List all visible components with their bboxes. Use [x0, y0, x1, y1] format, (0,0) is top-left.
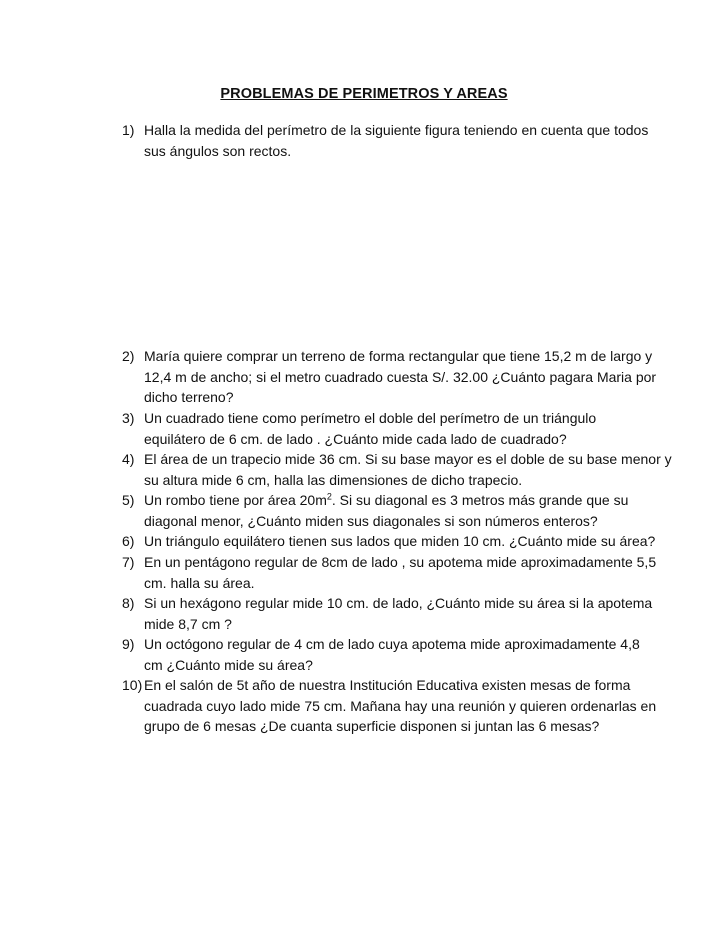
problem-line — [144, 491, 628, 511]
page-title: PROBLEMAS DE PERIMETROS Y AREAS — [220, 86, 508, 102]
problem-line: En un pentágono regular de 8cm de lado , su apotema mide aproximadamente 5,5 — [144, 554, 657, 570]
problem-line: El área de un trapecio mide 36 cm. Si su base mayor es el doble de su base menor y — [144, 451, 672, 467]
problem-line: dicho terreno? — [144, 389, 234, 405]
problem-line: diagonal menor, ¿Cuánto miden sus diagonales si son números enteros? — [144, 513, 598, 529]
problem-line: Un cuadrado tiene como perímetro el doble del perímetro de un triángulo — [144, 410, 597, 426]
problem-line: mide 8,7 cm ? — [144, 616, 232, 632]
problem-line: 12,4 m de ancho; si el metro cuadrado cuesta S/. 32.00 ¿Cuánto pagara Maria por — [144, 369, 657, 385]
problem-line: sus ángulos son rectos. — [144, 143, 292, 159]
problem-line: cm. halla su área. — [144, 575, 255, 591]
problem-number: 8) — [122, 595, 135, 611]
problem-number: 5) — [122, 492, 135, 508]
problem-line: Un triángulo equilátero tienen sus lados que miden 10 cm. ¿Cuánto mide su área? — [144, 533, 656, 549]
problem-line: María quiere comprar un terreno de forma rectangular que tiene 15,2 m de largo y — [144, 348, 653, 364]
problem-number: 1) — [122, 122, 135, 138]
problem-line-text: . Si su diagonal es 3 metros más grande que su — [331, 492, 629, 508]
problem-number: 7) — [122, 554, 135, 570]
problem-number: 10) — [122, 677, 143, 693]
problem-number: 3) — [122, 410, 135, 426]
superscript: 2 — [326, 491, 332, 502]
problem-number: 6) — [122, 533, 135, 549]
problem-line: En el salón de 5t año de nuestra Institución Educativa existen mesas de forma — [144, 677, 631, 693]
problem-line: Si un hexágono regular mide 10 cm. de lado, ¿Cuánto mide su área si la apotema — [144, 595, 653, 611]
problem-number: 9) — [122, 636, 135, 652]
problem-line-text: Un rombo tiene por área 20m — [144, 492, 327, 508]
problem-line: cm ¿Cuánto mide su área? — [144, 657, 313, 673]
problem-line: grupo de 6 mesas ¿De cuanta superficie disponen si juntan las 6 mesas? — [144, 718, 600, 734]
problem-number: 2) — [122, 348, 135, 364]
problem-line: su altura mide 6 cm, halla las dimensiones de dicho trapecio. — [144, 472, 523, 488]
problem-line: cuadrada cuyo lado mide 75 cm. Mañana hay una reunión y quieren ordenarlas en — [144, 698, 657, 714]
problem-line: Un octógono regular de 4 cm de lado cuya apotema mide aproximadamente 4,8 — [144, 636, 640, 652]
problem-line: Halla la medida del perímetro de la siguiente figura teniendo en cuenta que todos — [144, 122, 649, 138]
problem-number: 4) — [122, 451, 135, 467]
problem-line: equilátero de 6 cm. de lado . ¿Cuánto mide cada lado de cuadrado? — [144, 431, 567, 447]
